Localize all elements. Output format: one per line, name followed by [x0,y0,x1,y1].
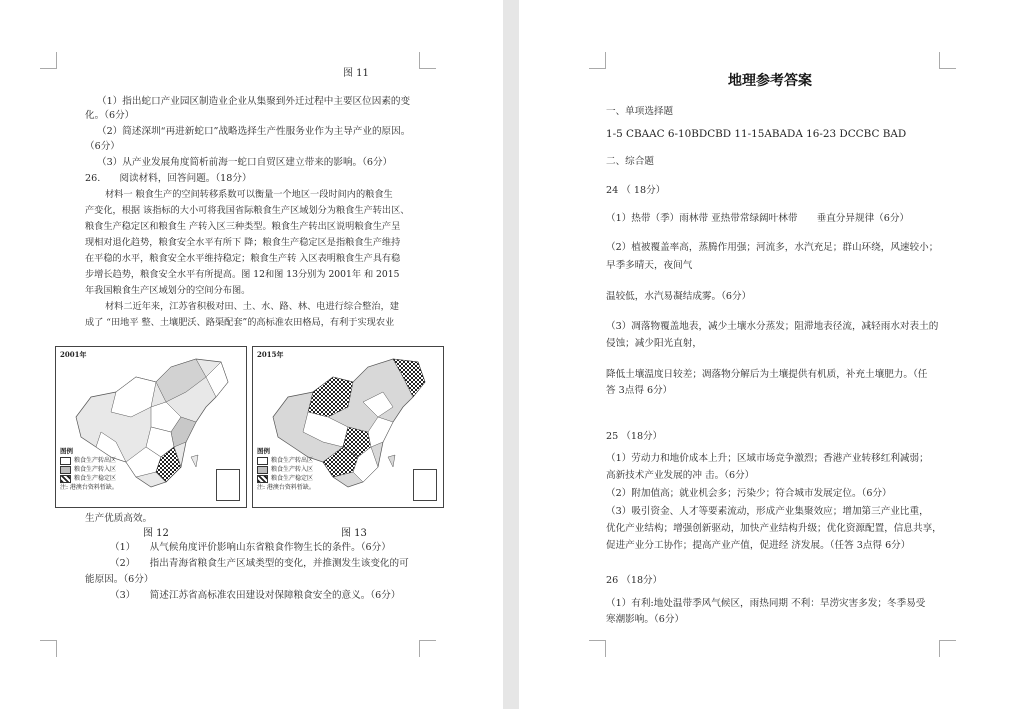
legend-item [257,465,315,474]
map-2015 [252,346,444,508]
answer-line: 促进产业分工协作；提高产业产值，促进经 济发展。（任答 3点得 6分） [606,540,911,551]
answer-line: 优化产业结构；增强创新驱动，加快产业结构升级；优化资源配置，信息共享， [606,523,942,534]
legend-title: 图例 [60,447,73,455]
text-line: （2）简述深圳“再进新蛇口”战略选择生产性服务业作为主导产业的原因。 [97,126,411,137]
answer-line: （1）劳动力和地价成本上升；区域市场竞争激烈；香港产业转移红利减弱； [606,453,929,464]
map-2001 [55,346,247,508]
text-line: 产变化，根据 该指标的大小可将我国省际粮食生产区域划分为粮食生产转出区、 [85,205,410,216]
text-line: 现相对退化趋势，粮食安全水平有所下 降；粮食生产稳定区是指粮食生产维持 [85,237,401,248]
legend-item [257,474,315,483]
map-legend [257,447,315,492]
text-line: 材料二近年来，江苏省积极对田、土、水、路、林、电进行综合整治，建 [105,301,399,312]
answer-line: 温较低，水汽易凝结成雾。（6分） [606,291,752,302]
legend-label: 粮食生产转出区 [271,457,314,464]
text-line: 粮食生产稳定区和粮食生 产转入区三种类型。粮食生产转出区说明粮食生产呈 [85,221,401,232]
answer-line: 侵蚀；减少阳光直射， [606,338,702,349]
crop-mark [419,52,436,69]
text-line: 在平稳的水平，粮食安全水平维持稳定；粮食生产转 入区表明粮食生产具有稳 [85,253,401,264]
text-line: （3）从产业发展角度简析前海一蛇口自贸区建立带来的影响。（6分） [97,157,393,168]
legend-label: 粮食生产转入区 [74,466,117,473]
map-year-label: 2001年 [60,350,87,359]
question-number: 26 （18分） [606,575,663,586]
answer-line: （3）凋落物覆盖地表，减少土壤水分蒸发；阻滞地表径流，减轻雨水对表土的 [606,321,939,332]
question-number: 24 （ 18分） [606,185,666,196]
answer-line: （1）有利:地处温带季风气候区，雨热同期 不利：旱涝灾害多发；冬季易受 [606,598,926,609]
south-china-sea-inset [216,469,240,501]
answer-line: （3）吸引资金、人才等要素流动，形成产业集聚效应；增加第三产业比重， [606,506,929,517]
answer-line: （2）附加值高；就业机会多；污染少；符合城市发展定位。（6分） [606,488,892,499]
question-heading: 26. 阅读材料，回答问题。（18分） [85,173,252,184]
legend-note: 注: 港澳台资料暂缺。 [257,484,315,491]
legend-swatch [257,466,268,474]
figure-caption-12: 图 12 [143,528,169,539]
text-line: （6分） [85,141,120,152]
figure-caption-13: 图 13 [341,528,367,539]
legend-label: 粮食生产稳定区 [271,475,314,482]
legend-swatch [60,475,71,483]
map-year-label: 2015年 [257,350,284,359]
legend-label: 粮食生产转入区 [271,466,314,473]
legend-item [60,474,118,483]
answer-line: （1）热带（季）雨林带 亚热带常绿阔叶林带 垂直分异规律（6分） [606,213,910,224]
crop-mark [40,640,57,657]
answer-line: 答 3点得 6分） [606,385,673,396]
text-line: 步增长趋势，粮食安全水平有所提高。图 12和图 13分别为 2001年 和 2015 [85,269,400,280]
answer-line: 早季多晴天，夜间气 [606,260,693,271]
question-number: 25 （18分） [606,431,663,442]
legend-swatch [60,466,71,474]
answer-line: 寒潮影响。（6分） [606,614,685,625]
figure-caption-11: 图 11 [343,68,369,79]
section-heading: 一、单项选择题 [606,106,674,117]
left-page [0,0,503,709]
question-line: （3） 简述江苏省高标准农田建设对保障粮食安全的意义。（6分） [110,590,401,601]
legend-label: 粮食生产稳定区 [74,475,117,482]
right-page [519,0,1024,709]
answer-line: （2）植被覆盖率高，蒸腾作用强；河流多，水汽充足；群山环绕，风速较小； [606,242,939,253]
text-line: 成了 “田地平 整、土壤肥沃、路渠配套”的高标准农田格局，有利于实现农业 [85,317,395,328]
legend-swatch [257,475,268,483]
crop-mark [40,52,57,69]
legend-swatch [60,457,71,465]
text-line: 生产优质高效。 [85,513,153,524]
crop-mark [419,640,436,657]
text-line: （1）指出蛇口产业园区制造业企业从集聚到外迁过程中主要区位因素的变 [97,96,411,107]
crop-mark [939,52,956,69]
question-line: 能原因。（6分） [85,574,154,585]
legend-item [60,456,118,465]
answer-title: 地理参考答案 [728,73,812,89]
section-heading: 二、综合题 [606,156,654,167]
legend-item [257,456,315,465]
legend-item [60,465,118,474]
legend-label: 粮食生产转出区 [74,457,117,464]
text-line: 材料一 粮食生产的空间转移系数可以衡量一个地区一段时间内的粮食生 [105,189,393,200]
legend-title: 图例 [257,447,270,455]
south-china-sea-inset [413,469,437,501]
answer-line: 降低土壤温度日较差；凋落物分解后为土壤提供有机质，补充土壤肥力。（任 [606,369,928,380]
answer-line: 高新技术产业发展的冲 击。（6分） [606,470,755,481]
question-line: （1） 从气候角度评价影响山东省粮食作物生长的条件。（6分） [110,542,391,553]
mcq-answers: 1-5 CBAAC 6-10BDCBD 11-15ABADA 16-23 DCCBC BAD [606,128,907,140]
legend-note: 注: 港澳台资料暂缺。 [60,484,118,491]
text-line: 年我国粮食生产区域划分的空间分布图。 [85,285,251,296]
legend-swatch [257,457,268,465]
question-line: （2） 指出青海省粮食生产区域类型的变化，并推测发生该变化的可 [110,558,409,569]
map-legend [60,447,118,492]
crop-mark [589,52,606,69]
crop-mark [939,640,956,657]
text-line: 化。（6分） [85,110,135,121]
crop-mark [589,640,606,657]
